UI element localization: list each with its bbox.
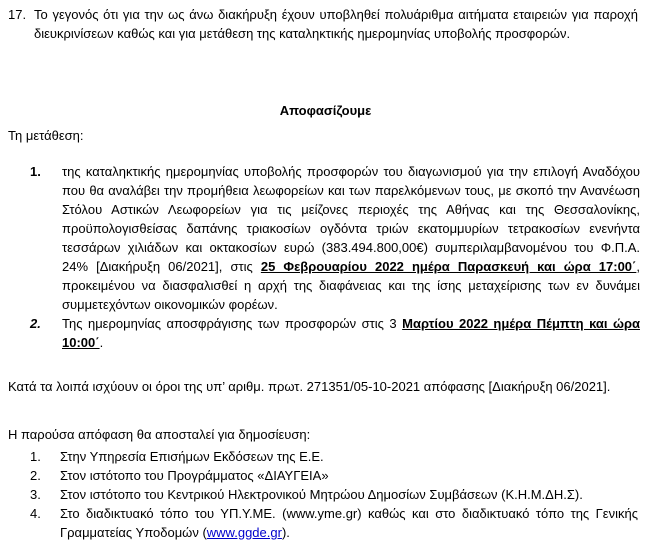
decision-2-text-before: Της ημερομηνίας αποσφράγισης των προσφορών στις 3: [62, 316, 403, 331]
publish-item-2: [30, 466, 638, 485]
decision-list: [30, 162, 640, 352]
publish-item-text: Στον ιστότοπο του Κεντρικού Ηλεκτρονικού Μητρώου Δημοσίων Συμβάσεων (Κ.Η.Μ.ΔΗ.Σ).: [60, 487, 583, 502]
decision-item-1: [30, 162, 640, 314]
decision-2-text: [62, 314, 640, 352]
decision-1-text-after: , προκειμένου να διασφαλισθεί η αρχή της διαφάνειας και της ίσης μεταχείρισης των εν δυνάμει συμμετεχόντων οικονομικών φορέων.: [62, 259, 640, 312]
decision-1-text: [62, 162, 640, 314]
publish-item-3: [30, 485, 638, 504]
decision-2-text-after: .: [99, 335, 104, 350]
publish-item-4-text-before: Στο διαδικτυακό τόπο του ΥΠ.Υ.ΜΕ. (www.yme.gr) καθώς και στο διαδικτυακό τόπο της Γενικής Γραμματείας Υποδομών (: [60, 506, 638, 540]
publish-item-text: Στον ιστότοπο του Προγράμματος «ΔΙΑΥΓΕΙΑ»: [60, 468, 329, 483]
publish-item-number: 3.: [30, 487, 41, 502]
publish-item-number: 1.: [30, 449, 41, 464]
decision-2-number: 2.: [30, 316, 41, 331]
decision-heading: Αποφασίζουμε: [279, 103, 372, 118]
ggde-link[interactable]: www.ggde.gr: [206, 525, 282, 540]
item-17: [8, 5, 638, 43]
publish-item-4: [30, 504, 638, 542]
decision-1-number: 1.: [30, 164, 41, 179]
terms-paragraph: Κατά τα λοιπά ισχύουν οι όροι της υπ’ αριθμ. πρωτ. 271351/05-10-2021 απόφασης [Διακήρυξη 06/2021].: [8, 379, 611, 394]
decision-1-text-before: της καταληκτικής ημερομηνίας υποβολής προσφορών του διαγωνισμού για την επιλογή Αναδόχου που θα αναλάβει την προμήθεια λεωφορείων και των παρελκόμενων τους, με σκοπό την Ανανέωση Στόλου Αστικών Λεωφορείων για τις μείζονες περιοχές της Αθήνας και της Θεσσαλονίκης, προϋπολογισθείσας δαπάνης τριακοσίων ογδόντα τριών εκατομμυρίων τετρακοσίων ενενήντα τεσσάρων χιλιάδων και οκτακοσίων ευρώ (383.494.800,00€) συμπεριλαμβανομένου του Φ.Π.Α. 24% [Διακήρυξη 06/2021], στις: [62, 164, 640, 274]
publish-list: [30, 447, 638, 542]
decision-item-2: [30, 314, 640, 352]
decision-2-opening-date: Μαρτίου 2022 ημέρα Πέμπτη και ώρα 10:00΄: [62, 316, 640, 350]
item-17-text: Το γεγονός ότι για την ως άνω διακήρυξη έχουν υποβληθεί πολυάριθμα αιτήματα εταιρειών για παροχή διευκρινίσεων καθώς και για μετάθεση της καταληκτικής ημερομηνίας υποβολής προσφορών.: [34, 7, 638, 41]
publish-item-number: 2.: [30, 468, 41, 483]
decision-1-deadline: 25 Φεβρουαρίου 2022 ημέρα Παρασκευή και ώρα 17:00΄: [260, 259, 637, 274]
publish-item-number: 4.: [30, 506, 41, 521]
publish-paragraph: Η παρούσα απόφαση θα αποσταλεί για δημοσίευση:: [8, 427, 311, 442]
item-17-number: 17.: [8, 7, 27, 22]
intro-text: Τη μετάθεση:: [8, 128, 84, 143]
publish-item-text: Στην Υπηρεσία Επισήμων Εκδόσεων της Ε.Ε.: [60, 449, 324, 464]
publish-item-1: [30, 447, 638, 466]
publish-item-text: [60, 504, 638, 542]
publish-item-4-text-after: ).: [281, 525, 290, 540]
